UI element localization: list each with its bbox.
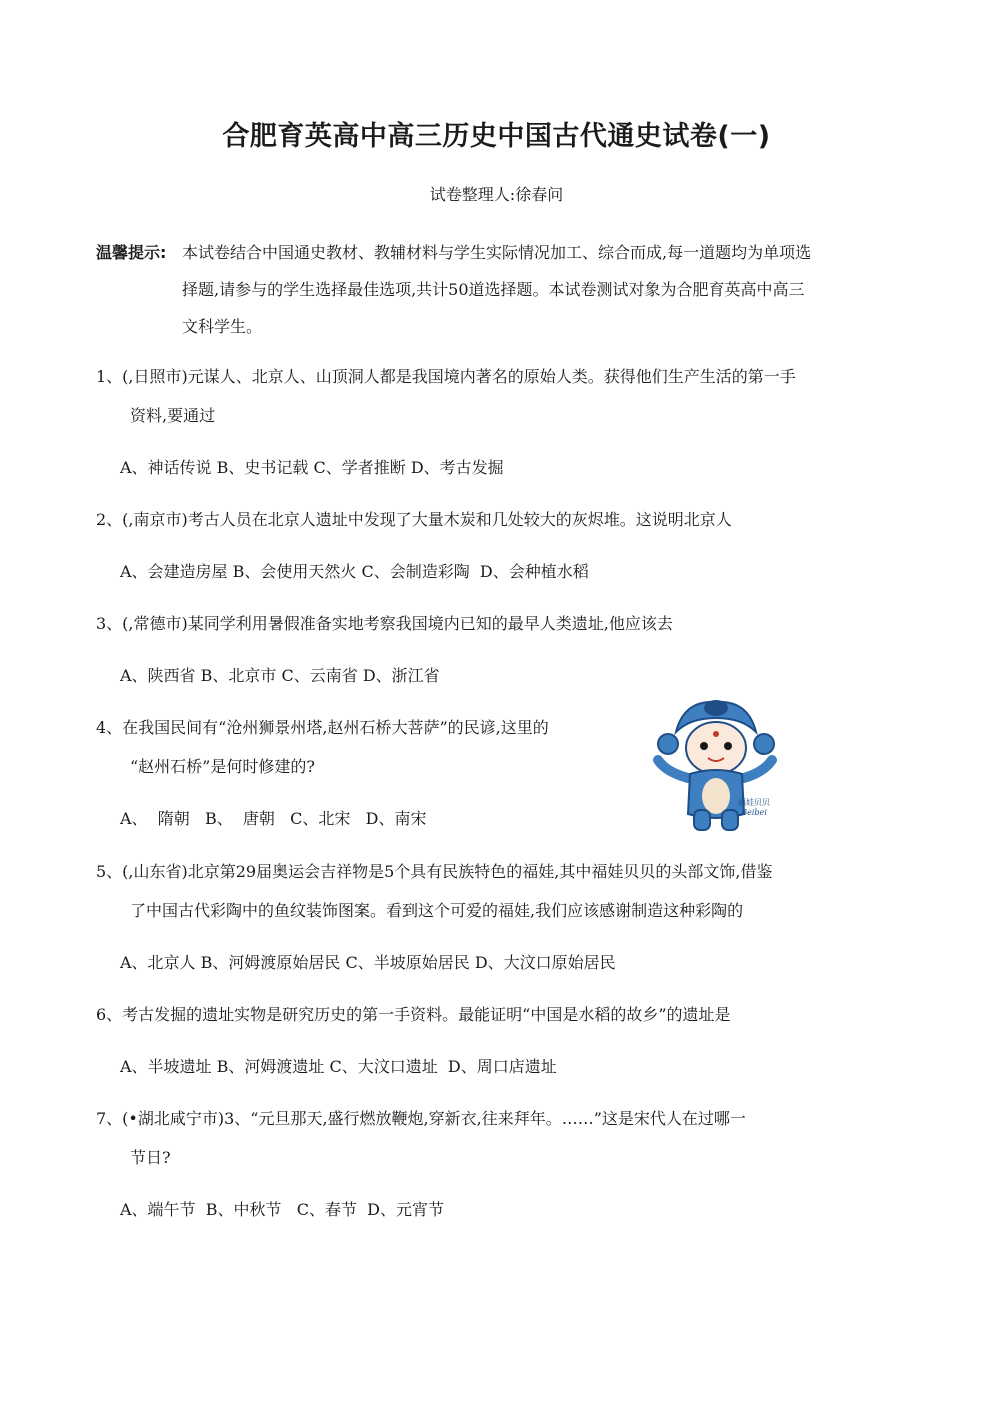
question-7-options: A、端午节 B、中秋节 C、春节 D、元宵节 <box>120 1200 444 1219</box>
mascot-caption-cn: 福娃贝贝 <box>738 798 770 807</box>
notice-line: 本试卷结合中国通史教材、教辅材料与学生实际情况加工、综合而成,每一道题均为单项选 <box>182 243 812 262</box>
notice-block <box>96 234 896 345</box>
notice-label: 温馨提示: <box>96 243 167 262</box>
question-4-text: 4、在我国民间有“沧州狮景州塔,赵州石桥大菩萨”的民谚,这里的 <box>96 718 549 737</box>
question-7-text-cont: 节日? <box>130 1148 171 1167</box>
mascot-beibei-image <box>646 694 786 834</box>
page-title: 合肥育英高中高三历史中国古代通史试卷(一) <box>222 121 771 152</box>
question-1-text-cont: 资料,要通过 <box>130 406 216 425</box>
question-5-text: 5、(,山东省)北京第29届奥运会吉祥物是5个具有民族特色的福娃,其中福娃贝贝的头部文饰,借鉴 <box>96 862 773 881</box>
mascot-caption-en: Beibei <box>741 808 767 817</box>
question-6-text: 6、考古发掘的遗址实物是研究历史的第一手资料。最能证明“中国是水稻的故乡”的遗址是 <box>96 1005 731 1024</box>
question-7-text: 7、(•湖北咸宁市)3、“元旦那天,盛行燃放鞭炮,穿新衣,往来拜年。……”这是宋代人在过哪一 <box>96 1109 746 1128</box>
question-3-text: 3、(,常德市)某同学利用暑假准备实地考察我国境内已知的最早人类遗址,他应该去 <box>96 614 673 633</box>
notice-line: 文科学生。 <box>182 317 263 336</box>
question-2-options: A、会建造房屋 B、会使用天然火 C、会制造彩陶 D、会种植水稻 <box>120 562 589 581</box>
notice-line: 择题,请参与的学生选择最佳选项,共计50道选择题。本试卷测试对象为合肥育英高中高三 <box>182 280 805 299</box>
question-4-text-cont: “赵州石桥”是何时修建的? <box>130 757 315 776</box>
mascot-caption <box>738 798 770 818</box>
question-3-options: A、陕西省 B、北京市 C、云南省 D、浙江省 <box>120 666 440 685</box>
question-6-options: A、半坡遗址 B、河姆渡遗址 C、大汶口遗址 D、周口店遗址 <box>120 1057 557 1076</box>
question-1-text: 1、(,日照市)元谋人、北京人、山顶洞人都是我国境内著名的原始人类。获得他们生产生活的第一手 <box>96 367 796 386</box>
question-4-options: A、 隋朝 B、 唐朝 C、北宋 D、南宋 <box>120 809 427 828</box>
question-5-text-cont: 了中国古代彩陶中的鱼纹装饰图案。看到这个可爱的福娃,我们应该感谢制造这种彩陶的 <box>130 901 744 920</box>
page-subtitle: 试卷整理人:徐春问 <box>429 185 564 204</box>
question-2-text: 2、(,南京市)考古人员在北京人遗址中发现了大量木炭和几处较大的灰烬堆。这说明北京人 <box>96 510 732 529</box>
question-5-options: A、北京人 B、河姆渡原始居民 C、半坡原始居民 D、大汶口原始居民 <box>120 953 616 972</box>
notice-body <box>182 234 896 345</box>
question-1-options: A、神话传说 B、史书记载 C、学者推断 D、考古发掘 <box>120 458 504 477</box>
